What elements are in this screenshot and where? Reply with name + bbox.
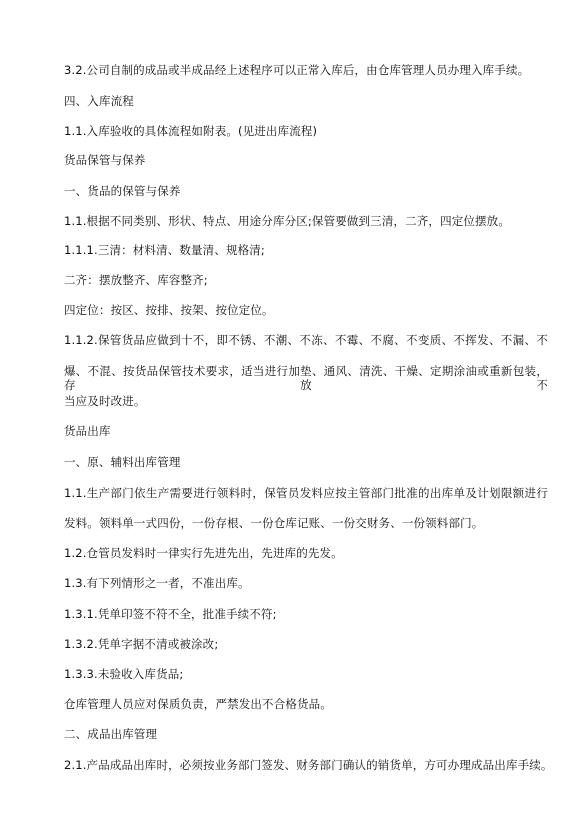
heading-outbound: 货品出库 [64,424,111,438]
paragraph-1-1-2-line3: 当应及时改进。 [64,394,146,408]
paragraph-1-1-outbound-line2: 发料。领料单一式四份，一份存根、一份仓库记账、一份交财务、一份领料部门。 [64,516,484,530]
paragraph-1-3-1: 1.3.1.凭单印签不符不全，批准手续不符; [64,607,277,621]
paragraph-2-1: 2.1.产品成品出库时，必须按业务部门签发、财务部门确认的销货单，方可办理成品出库手续。 [64,758,553,772]
paragraph-1-3-2: 1.3.2.凭单字据不清或被涂改; [64,637,219,651]
paragraph-1-1-1: 1.1.1.三清：材料清、数量清、规格清; [64,243,265,257]
section-heading-storage: 一、货品的保管与保养 [64,184,181,198]
section-heading-finished-goods: 二、成品出库管理 [64,727,158,741]
paragraph-1-3: 1.3.有下列情形之一者，不准出库。 [64,576,250,590]
paragraph-1-1-inbound: 1.1.入库验收的具体流程如附表。(见进出库流程) [64,124,318,138]
paragraph-3-2: 3.2.公司自制的成品或半成品经上述程序可以正常入库后，由仓库管理人员办理入库手续。 [64,63,530,77]
paragraph-1-2: 1.2.仓管员发料时一律实行先进先出，先进库的先发。 [64,546,343,560]
paragraph-1-3-3: 1.3.3.未验收入库货品; [64,667,184,681]
paragraph-quality-responsibility: 仓库管理人员应对保质负责，严禁发出不合格货品。 [64,697,332,711]
section-heading-inbound-process: 四、入库流程 [64,94,134,108]
section-heading-raw-materials: 一、原、辅料出库管理 [64,455,181,469]
paragraph-1-1-outbound-line1: 1.1.生产部门依生产需要进行领料时，保管员发料应按主管部门批准的出库单及计划限额进行 [64,486,548,500]
paragraph-1-1-2-line1: 1.1.2.保管货品应做到十不，即不锈、不潮、不冻、不霉、不腐、不变质、不挥发、不漏、不 [64,333,548,347]
heading-storage-maintenance: 货品保管与保养 [64,153,146,167]
paragraph-two-neat: 二齐：摆放整齐、库容整齐; [64,273,208,287]
paragraph-1-1-storage: 1.1.根据不同类别、形状、特点、用途分库分区;保管要做到三清，二齐，四定位摆放。 [64,214,510,228]
paragraph-four-positions: 四定位：按区、按排、按架、按位定位。 [64,303,274,317]
paragraph-1-1-2-line2: 爆、不混、按货品保管技术要求，适当进行加垫、通风、清洗、干燥、定期涂油或重新包装，存放不 [64,364,548,392]
